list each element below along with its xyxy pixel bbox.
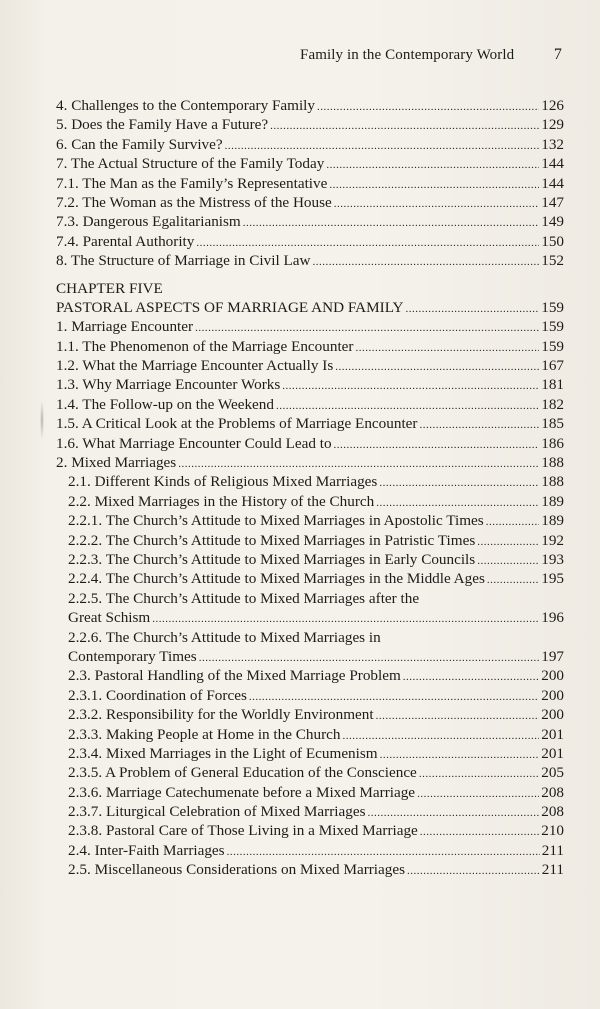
- entry-title-line2: Great Schism: [68, 609, 151, 627]
- entry-page: 210: [541, 822, 564, 840]
- toc-entry: [56, 356, 564, 375]
- leader-dots: [419, 765, 539, 784]
- leader-dots: [334, 436, 540, 455]
- entry-title: 2.3.8. Pastoral Care of Those Living in a Mixed Marriage: [68, 822, 418, 840]
- entry-title: 4. Challenges to the Contemporary Family: [56, 97, 315, 114]
- entry-title: 7.2. The Woman as the Mistress of the House: [56, 193, 332, 211]
- entry-title: 2.2.4. The Church’s Attitude to Mixed Marriages in the Middle Ages: [68, 570, 485, 588]
- entry-title: 1.1. The Phenomenon of the Marriage Encounter: [56, 337, 354, 355]
- leader-dots: [487, 571, 539, 590]
- entry-page: 126: [541, 97, 564, 114]
- toc-entry: [56, 686, 564, 705]
- toc-entry: [56, 783, 564, 802]
- toc-entry: [56, 434, 564, 453]
- toc-entry: [56, 821, 564, 840]
- entry-page: 188: [541, 454, 564, 472]
- running-title: Family in the Contemporary World: [300, 47, 515, 63]
- leader-dots: [403, 668, 539, 687]
- entry-title: 2.2.2. The Church’s Attitude to Mixed Marriages in Patristic Times: [68, 531, 476, 549]
- toc-entry: [56, 453, 564, 472]
- toc-section-top: [56, 96, 564, 271]
- leader-dots: [317, 98, 539, 117]
- entry-page: 159: [541, 318, 564, 336]
- entry-title: 1. Marriage Encounter: [56, 318, 194, 336]
- toc-entry: [56, 375, 564, 394]
- leader-dots: [419, 416, 539, 435]
- entry-title: 2.3.4. Mixed Marriages in the Light of Ecumenism: [68, 744, 378, 762]
- entry-page: 129: [541, 116, 564, 134]
- running-header: [300, 46, 562, 64]
- entry-page: 186: [541, 434, 564, 452]
- entry-title-line1: 2.2.5. The Church’s Attitude to Mixed Marriages after the: [68, 589, 420, 607]
- entry-page: 181: [541, 376, 564, 394]
- toc-entry: [56, 569, 564, 588]
- toc-entry: [56, 860, 564, 879]
- entry-title: 8. The Structure of Marriage in Civil Law: [56, 252, 311, 270]
- entry-page: 144: [541, 174, 564, 192]
- entry-title: 7. The Actual Structure of the Family Today: [56, 155, 325, 173]
- toc-entry: [56, 96, 564, 115]
- toc-entry: [56, 193, 564, 212]
- leader-dots: [329, 176, 539, 195]
- entry-title: 7.3. Dangerous Egalitarianism: [56, 213, 241, 231]
- entry-page: 159: [541, 337, 564, 355]
- entry-page: 192: [541, 531, 564, 549]
- entry-page: 208: [541, 783, 564, 801]
- leader-dots: [405, 300, 539, 319]
- toc-section-bottom: [56, 666, 564, 879]
- toc-entry: [56, 115, 564, 134]
- toc-entry: [56, 802, 564, 821]
- entry-title: 2.3.3. Making People at Home in the Church: [68, 725, 341, 743]
- entry-page: 147: [541, 193, 564, 211]
- entry-title: 1.2. What the Marriage Encounter Actually Is: [56, 357, 334, 375]
- leader-dots: [477, 552, 539, 571]
- entry-page: 196: [541, 609, 564, 627]
- entry-title: 2.2.1. The Church’s Attitude to Mixed Marriages in Apostolic Times: [68, 512, 484, 530]
- entry-page: 132: [541, 135, 564, 153]
- entry-page: 201: [541, 725, 564, 743]
- toc-entry: [56, 414, 564, 433]
- entry-page: 200: [541, 686, 564, 704]
- table-of-contents: [56, 96, 564, 880]
- toc-entry: [56, 705, 564, 724]
- entry-page: 152: [541, 252, 564, 270]
- entry-page: 189: [541, 512, 564, 530]
- entry-title: 7.4. Parental Authority: [56, 232, 195, 250]
- chapter-title-entry: [56, 298, 564, 317]
- page-smudge: [40, 400, 44, 440]
- entry-page: 201: [541, 744, 564, 762]
- leader-dots: [326, 156, 539, 175]
- toc-entry: [56, 212, 564, 231]
- entry-title: 2.3.2. Responsibility for the Worldly Environment: [68, 706, 374, 724]
- entry-title: 1.5. A Critical Look at the Problems of Marriage Encounter: [56, 415, 418, 433]
- leader-dots: [407, 862, 540, 881]
- toc-entry: [56, 337, 564, 356]
- entry-title: 2. Mixed Marriages: [56, 454, 177, 472]
- leader-dots: [270, 117, 539, 136]
- toc-entry: [56, 232, 564, 251]
- leader-dots: [312, 253, 539, 272]
- entry-title-line2: Contemporary Times: [68, 647, 197, 665]
- leader-dots: [334, 195, 539, 214]
- entry-page: 200: [541, 667, 564, 685]
- toc-entry: [56, 174, 564, 193]
- leader-dots: [355, 339, 539, 358]
- entry-title: 1.3. Why Marriage Encounter Works: [56, 376, 281, 394]
- toc-entry-wrapped: [56, 628, 564, 667]
- toc-entry: [56, 395, 564, 414]
- entry-title: 2.3.5. A Problem of General Education of the Conscience: [68, 764, 417, 782]
- entry-page: 188: [541, 473, 564, 491]
- entry-page: 167: [541, 357, 564, 375]
- leader-dots: [282, 377, 539, 396]
- entry-page: 211: [541, 861, 564, 879]
- entry-page: 144: [541, 155, 564, 173]
- chapter-title: PASTORAL ASPECTS OF MARRIAGE AND FAMILY: [56, 298, 404, 316]
- entry-title-line1: 2.2.6. The Church’s Attitude to Mixed Marriages in: [68, 628, 381, 646]
- entry-title: 7.1. The Man as the Family’s Representative: [56, 174, 328, 192]
- entry-title: 1.6. What Marriage Encounter Could Lead to: [56, 434, 332, 452]
- leader-dots: [379, 474, 539, 493]
- chapter-page: 159: [541, 298, 564, 316]
- entry-page: 149: [541, 213, 564, 231]
- entry-page: 189: [541, 492, 564, 510]
- entry-page: 211: [541, 841, 564, 859]
- entry-page: 200: [541, 706, 564, 724]
- entry-page: 182: [541, 395, 564, 413]
- entry-title: 5. Does the Family Have a Future?: [56, 116, 269, 134]
- entry-page: 208: [541, 803, 564, 821]
- entry-page: 197: [541, 647, 564, 665]
- entry-page: 205: [541, 764, 564, 782]
- entry-page: 193: [541, 550, 564, 568]
- entry-title: 2.4. Inter-Faith Marriages: [68, 841, 225, 859]
- toc-entry: [56, 550, 564, 569]
- page-number: 7: [553, 46, 562, 63]
- leader-dots: [376, 707, 540, 726]
- leader-dots: [243, 214, 539, 233]
- chapter-label: CHAPTER FIVE: [56, 279, 163, 297]
- toc-entry: [56, 154, 564, 173]
- entry-page: 185: [541, 415, 564, 433]
- toc-entry: [56, 744, 564, 763]
- toc-entry: [56, 763, 564, 782]
- entry-page: 195: [541, 570, 564, 588]
- entry-title: 1.4. The Follow-up on the Weekend: [56, 395, 274, 413]
- entry-title: 2.2.3. The Church’s Attitude to Mixed Marriages in Early Councils: [68, 550, 476, 568]
- leader-dots: [477, 533, 539, 552]
- entry-title: 2.2. Mixed Marriages in the History of the Church: [68, 492, 375, 510]
- toc-entry: [56, 725, 564, 744]
- entry-title: 2.3.1. Coordination of Forces: [68, 686, 247, 704]
- toc-entry: [56, 511, 564, 530]
- entry-title: 2.3. Pastoral Handling of the Mixed Marriage Problem: [68, 667, 401, 685]
- leader-dots: [486, 513, 540, 532]
- toc-entry: [56, 531, 564, 550]
- toc-entry: [56, 492, 564, 511]
- entry-title: 6. Can the Family Survive?: [56, 135, 223, 153]
- leader-dots: [417, 785, 539, 804]
- toc-entry: [56, 317, 564, 336]
- toc-entry: [56, 135, 564, 154]
- entry-title: 2.1. Different Kinds of Religious Mixed Marriages: [68, 473, 378, 491]
- toc-entry: [56, 251, 564, 270]
- entry-title: 2.5. Miscellaneous Considerations on Mixed Marriages: [68, 861, 406, 879]
- entry-title: 2.3.6. Marriage Catechumenate before a Mixed Marriage: [68, 783, 416, 801]
- entry-page: 150: [541, 232, 564, 250]
- leader-dots: [335, 358, 539, 377]
- toc-entry: [56, 472, 564, 491]
- toc-section-chapter: [56, 317, 564, 588]
- entry-title: 2.3.7. Liturgical Celebration of Mixed Marriages: [68, 803, 366, 821]
- toc-entry-wrapped: [56, 589, 564, 628]
- leader-dots: [420, 823, 539, 842]
- leader-dots: [152, 610, 539, 629]
- toc-entry: [56, 666, 564, 685]
- toc-entry: [56, 841, 564, 860]
